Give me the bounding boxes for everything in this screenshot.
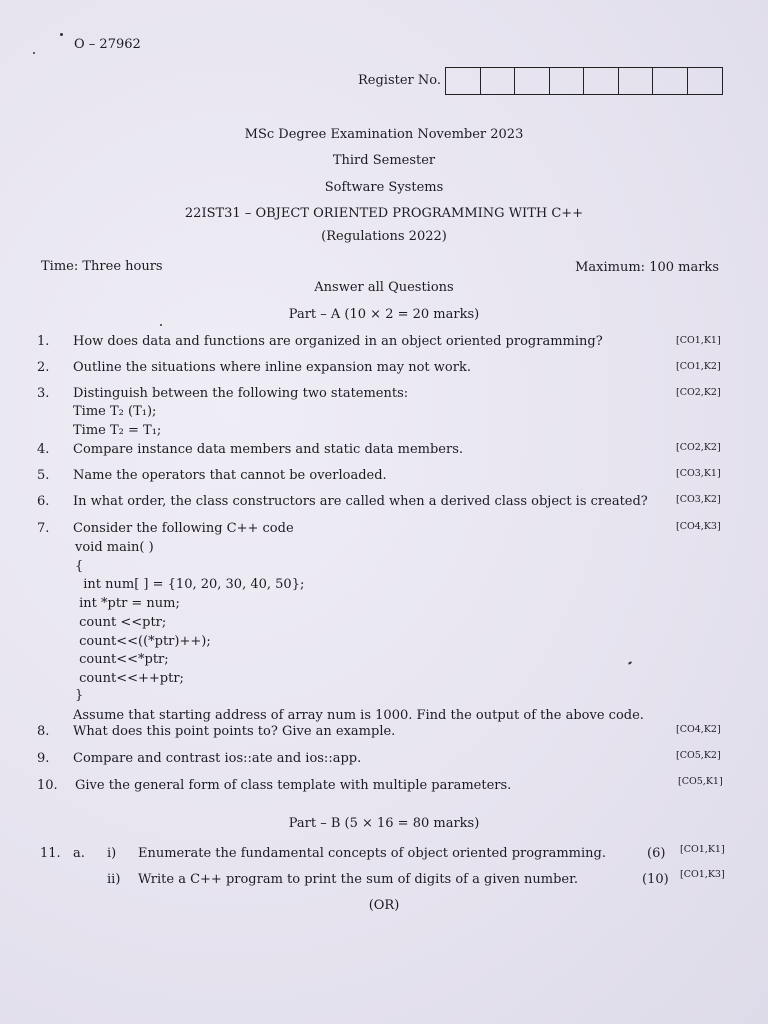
roman-numeral: ii): [107, 872, 121, 887]
question-number: 8.: [37, 724, 50, 739]
marks: (10): [642, 872, 669, 887]
question-text: How does data and functions are organized in an object oriented programming?: [73, 334, 603, 349]
part-a-title: Part – A (10 × 2 = 20 marks): [288, 307, 480, 322]
co-tag: [CO1,K1]: [680, 844, 725, 855]
exam-title: MSc Degree Examination November 2023: [244, 127, 524, 142]
question-text: In what order, the class constructors are called when a derived class object is created?: [73, 494, 648, 509]
register-box: [653, 68, 688, 94]
question-number: 9.: [37, 751, 50, 766]
question-number: 1.: [37, 334, 50, 349]
co-tag: [CO5,K2]: [676, 750, 721, 761]
question-number: 11.: [40, 846, 61, 861]
question-text: Compare instance data members and static data members.: [73, 442, 464, 457]
marks: (6): [647, 846, 666, 861]
question-text: Consider the following C++ code: [73, 521, 294, 536]
program-name: Software Systems: [324, 180, 444, 195]
code-line: count<<((*ptr)++);: [75, 634, 211, 649]
code-line: void main( ): [75, 540, 154, 555]
maximum-marks: Maximum: 100 marks: [575, 260, 719, 275]
ink-speck: [60, 33, 63, 36]
statement-line: Time T₂ (T₁);: [73, 404, 157, 419]
register-box: [515, 68, 550, 94]
question-text: Give the general form of class template with multiple parameters.: [75, 778, 512, 793]
register-box: [584, 68, 619, 94]
question-number: 6.: [37, 494, 50, 509]
question-number: 3.: [37, 386, 50, 401]
question-number: 4.: [37, 442, 50, 457]
question-text: Name the operators that cannot be overloaded.: [73, 468, 387, 483]
register-number-boxes: [445, 67, 723, 95]
register-box: [688, 68, 723, 94]
code-line: {: [75, 559, 84, 574]
question-number: 2.: [37, 360, 50, 375]
paper-code: O – 27962: [74, 37, 141, 52]
ink-speck: [33, 52, 35, 54]
question-text: What does this point points to? Give an example.: [73, 724, 396, 739]
co-tag: [CO2,K2]: [676, 442, 721, 453]
sub-question-label: a.: [73, 846, 85, 861]
co-tag: [CO1,K3]: [680, 869, 725, 880]
ink-speck: [160, 324, 162, 326]
instruction: Answer all Questions: [314, 280, 454, 295]
time-allowed: Time: Three hours: [41, 259, 163, 274]
part-b-title: Part – B (5 × 16 = 80 marks): [288, 816, 480, 831]
code-line: }: [75, 688, 84, 703]
co-tag: [CO4,K3]: [676, 521, 721, 532]
question-text: Distinguish between the following two statements:: [73, 386, 409, 401]
question-number: 7.: [37, 521, 50, 536]
question-text: Enumerate the fundamental concepts of object oriented programming.: [138, 846, 606, 861]
co-tag: [CO1,K1]: [676, 335, 721, 346]
co-tag: [CO2,K2]: [676, 387, 721, 398]
co-tag: [CO1,K2]: [676, 361, 721, 372]
code-line: count<<++ptr;: [75, 671, 184, 686]
semester: Third Semester: [332, 153, 436, 168]
course-title: 22IST31 – OBJECT ORIENTED PROGRAMMING WITH C++: [184, 206, 584, 221]
code-line: int num[ ] = {10, 20, 30, 40, 50};: [75, 577, 305, 592]
question-text: Compare and contrast ios::ate and ios::app.: [73, 751, 362, 766]
statement-line: Time T₂ = T₁;: [73, 423, 162, 438]
code-line: count<<*ptr;: [75, 652, 169, 667]
question-number: 10.: [37, 778, 58, 793]
co-tag: [CO5,K1]: [678, 776, 723, 787]
co-tag: [CO3,K1]: [676, 468, 721, 479]
or-separator: (OR): [368, 898, 400, 913]
register-box: [481, 68, 516, 94]
register-box: [619, 68, 654, 94]
co-tag: [CO3,K2]: [676, 494, 721, 505]
regulations: (Regulations 2022): [321, 229, 447, 244]
question-text: Outline the situations where inline expansion may not work.: [73, 360, 471, 375]
register-label: Register No.: [358, 73, 442, 88]
register-box: [446, 68, 481, 94]
question-number: 5.: [37, 468, 50, 483]
question-followup: Assume that starting address of array num is 1000. Find the output of the above code.: [73, 708, 644, 723]
code-line: int *ptr = num;: [75, 596, 180, 611]
co-tag: [CO4,K2]: [676, 724, 721, 735]
code-line: count <<ptr;: [75, 615, 167, 630]
question-text: Write a C++ program to print the sum of digits of a given number.: [138, 872, 579, 887]
register-box: [550, 68, 585, 94]
roman-numeral: i): [107, 846, 117, 861]
ink-speck: [628, 661, 632, 665]
